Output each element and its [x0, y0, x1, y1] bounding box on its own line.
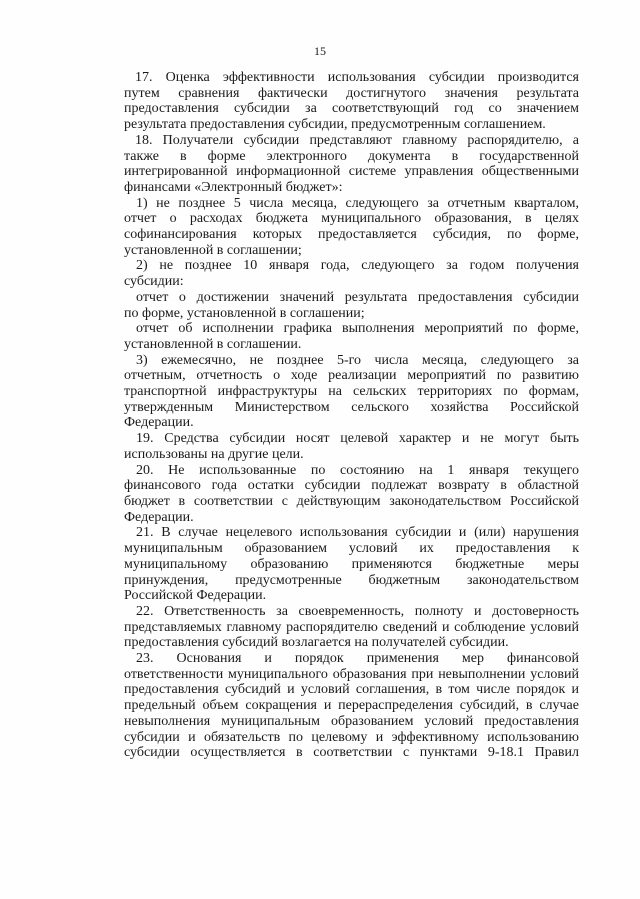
- text-line: 19. Средства субсидии носят целевой характер и не могут быть: [136, 431, 579, 447]
- text-line: субсидии и обязательств по целевому и эффективному использованию: [124, 729, 579, 745]
- text-line: результата предоставления субсидии, предусмотренным соглашением.: [124, 117, 546, 133]
- text-line: Федерации.: [124, 509, 194, 525]
- text-line: установленной в соглашении.: [124, 336, 302, 352]
- text-line: отчет о достижении значений результата предоставления субсидии: [136, 289, 579, 305]
- text-line: 21. В случае нецелевого использования субсидии и (или) нарушения: [136, 525, 579, 541]
- text-line: отчетным, отчетность о ходе реализации мероприятий по развитию: [124, 368, 579, 384]
- text-line: транспортной инфраструктуры на сельских территориях по формам,: [124, 384, 579, 400]
- text-line: утвержденным Министерством сельского хозяйства Российской: [124, 399, 579, 415]
- text-line: 18. Получатели субсидии представляют главному распорядителю, а: [135, 132, 579, 148]
- text-line: бюджет в соответствии с действующим законодательством Российской: [124, 493, 579, 509]
- text-line: использованы на другие цели.: [124, 446, 304, 462]
- text-line: ответственности муниципального образования при невыполнении условий: [124, 666, 579, 682]
- text-line: отчет об исполнении графика выполнения мероприятий по форме,: [136, 321, 579, 337]
- text-line: путем сравнения фактически достигнутого значения результата: [124, 85, 579, 101]
- text-line: предоставления субсидий возлагается на получателей субсидии.: [124, 635, 509, 651]
- text-line: 22. Ответственность за своевременность, полноту и достоверность: [136, 603, 579, 619]
- text-line: невыполнения муниципальным образованием условий предоставления: [124, 713, 579, 729]
- text-line: 20. Не использованные по состоянию на 1 января текущего: [136, 462, 579, 478]
- text-line: субсидии осуществляется в соответствии с пунктами 9-18.1 Правил: [124, 745, 579, 761]
- text-line: установленной в соглашении;: [124, 242, 302, 258]
- text-line: предельный объем сокращения и перераспределения субсидий, в случае: [124, 698, 579, 714]
- text-line: по форме, установленной в соглашении;: [124, 305, 365, 321]
- text-line: предоставления субсидии за соответствующий год со значением: [124, 101, 579, 117]
- text-line: софинансирования которых предоставляется субсидия, по форме,: [124, 227, 579, 243]
- text-line: 1) не позднее 5 числа месяца, следующего за отчетным кварталом,: [136, 195, 579, 211]
- text-line: субсидии:: [124, 274, 184, 290]
- text-line: Федерации.: [124, 415, 194, 431]
- text-line: 17. Оценка эффективности использования субсидии производится: [135, 70, 579, 85]
- text-line: также в форме электронного документа в государственной: [124, 148, 579, 164]
- text-line: финансового года остатки субсидии подлежат возврату в областной: [124, 478, 579, 494]
- text-line: отчет о расходах бюджета муниципального образования, в целях: [124, 211, 579, 227]
- text-line: финансами «Электронный бюджет»:: [124, 179, 343, 195]
- text-line: 23. Основания и порядок применения мер финансовой: [136, 651, 579, 667]
- text-line: муниципальному образованию применяются бюджетные меры: [124, 556, 579, 572]
- text-line: представляемых главному распорядителю сведений и соблюдение условий: [124, 619, 579, 635]
- document-body: [124, 70, 579, 761]
- text-line: принуждения, предусмотренные бюджетным законодательством: [124, 572, 579, 588]
- text-line: 3) ежемесячно, не позднее 5-го числа месяца, следующего за: [136, 352, 579, 368]
- text-line: 2) не позднее 10 января года, следующего за годом получения: [136, 258, 579, 274]
- text-line: Российской Федерации.: [124, 588, 267, 604]
- text-line: предоставления субсидий и условий соглашения, в том числе порядок и: [124, 682, 579, 698]
- text-line: муниципальным образованием условий их предоставления к: [124, 541, 579, 557]
- text-line: интегрированной информационной системе управления общественными: [124, 164, 579, 180]
- page-number: 15: [314, 44, 326, 58]
